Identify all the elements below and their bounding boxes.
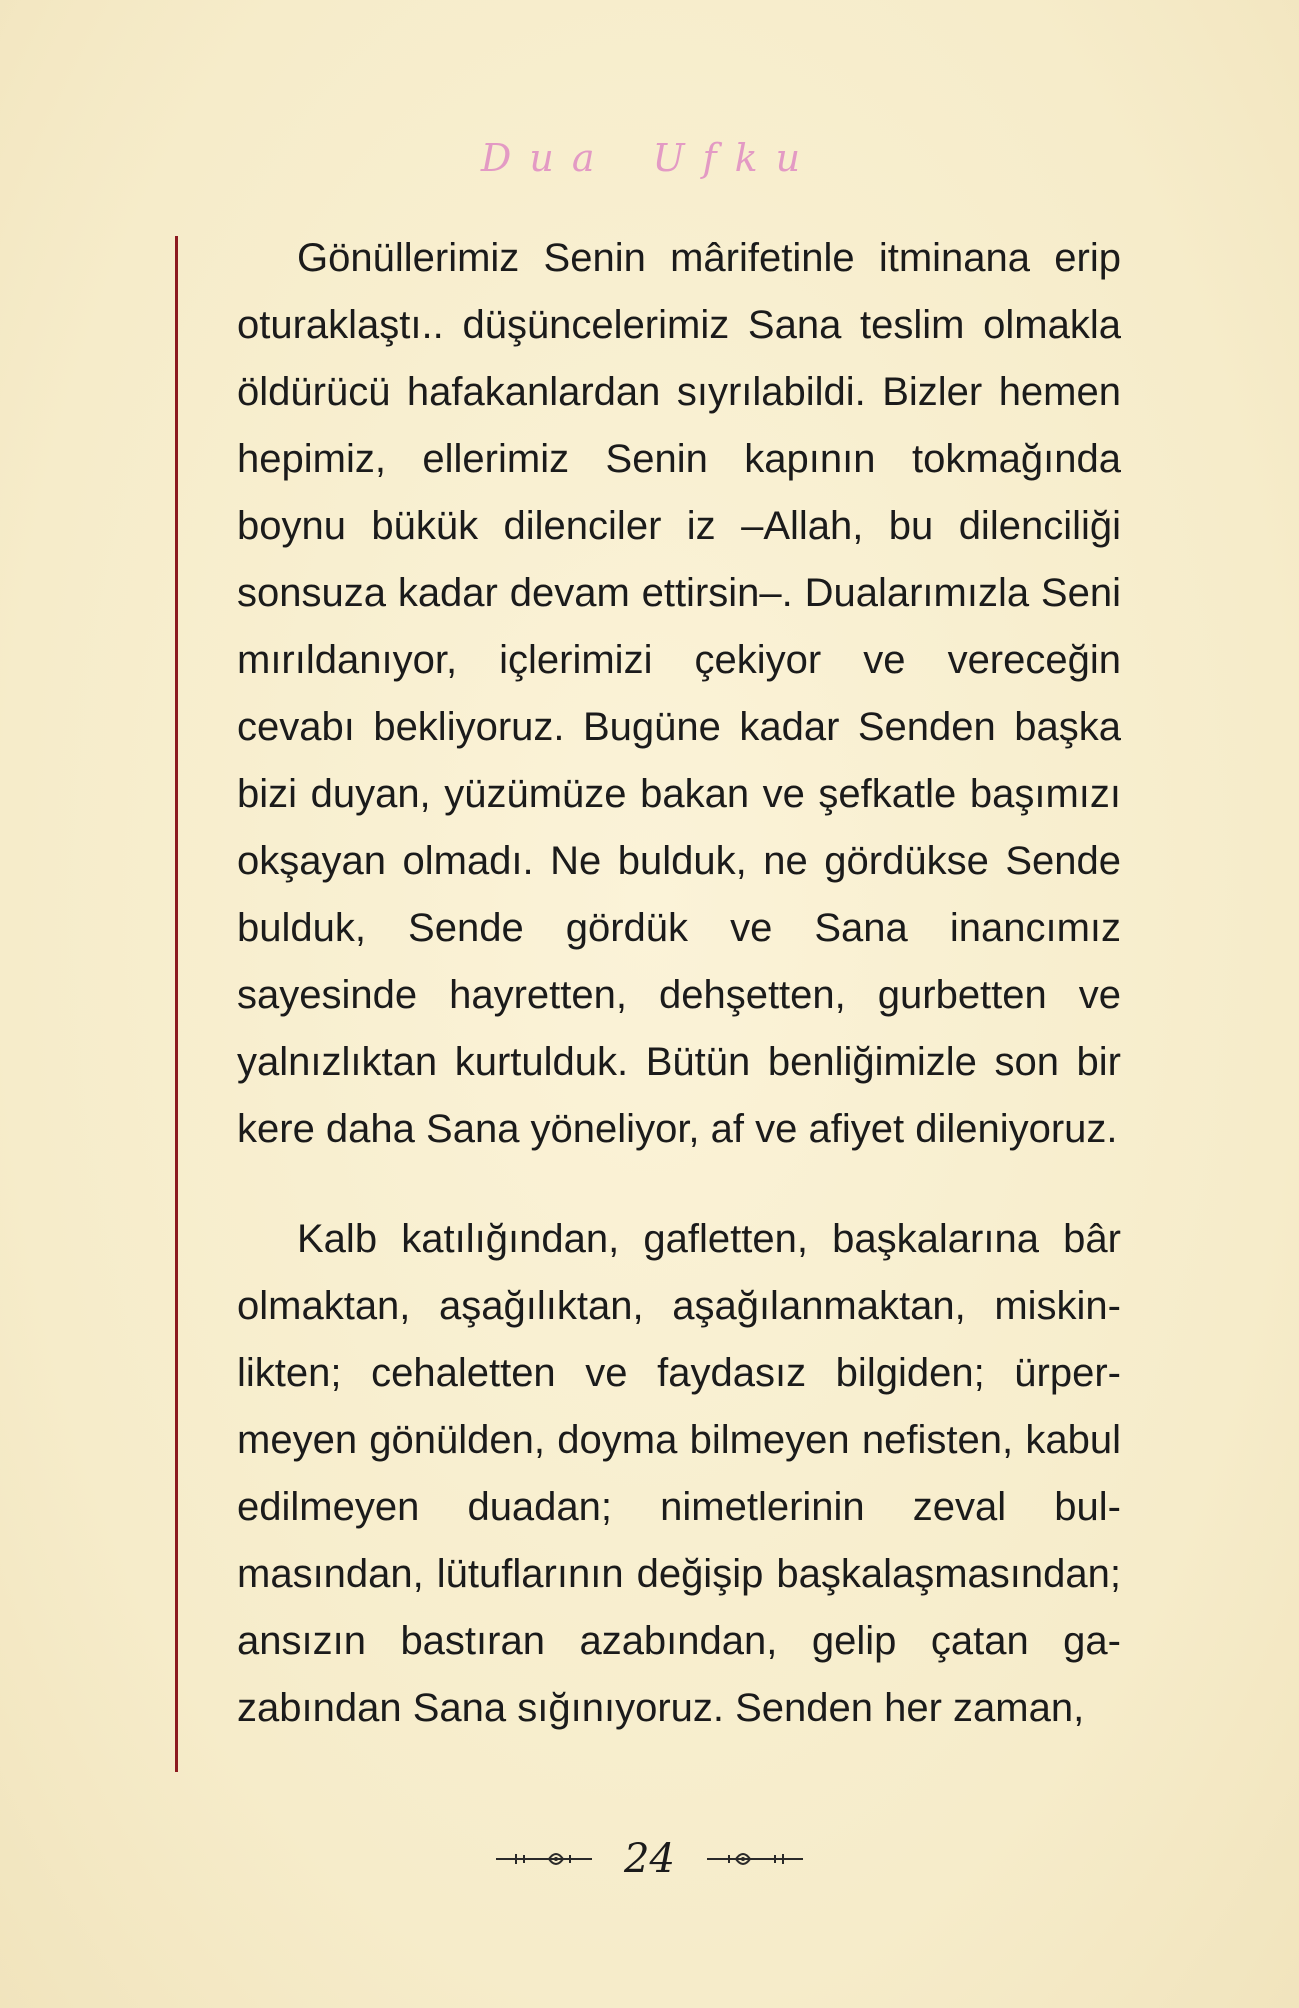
folio-ornament-right-icon (705, 1847, 805, 1871)
paragraph-1: Gönüllerimiz Senin mârifetinle itminana erip oturaklaştı.. düşüncelerimiz Sana teslim olmakla öldürücü hafakanlardan sıyrılabildi. Bizler hemen hepimiz, ellerimiz Senin kapının tokmağında boynu bükük dilenciler iz –Allah, bu dilenciliği sonsuza kadar devam ettirsin–. Dualarımızla Seni mırıldanıyor, içlerimizi çekiyor ve vereceğin cevabı bekliyoruz. Bugüne kadar Senden başka bizi duyan, yüzümüze bakan ve şefkatle başımızı okşayan olmadı. Ne bulduk, ne gördükse Sende bulduk, Sende gördük ve Sana inancımız sayesinde hayretten, dehşetten, gurbetten ve yalnızlıktan kurtulduk. Bütün benliğimizle son bir kere daha Sana yöneliyor, af ve afiyet dileniyoruz. (237, 236, 1121, 1151)
folio-ornament-left-icon (494, 1847, 594, 1871)
page-number: 24 (624, 1836, 675, 1882)
running-head (0, 136, 1299, 180)
body-text (237, 225, 1121, 1742)
margin-rule (175, 236, 178, 1772)
paragraph-2: Kalb katılığından, gafletten, başkalarına bâr olmaktan, aşağılıktan, aşağılanmaktan, miskinlikten; cehaletten ve faydasız bilgiden; ürpermeyen gönülden, doyma bilmeyen nefisten, kabul edilmeyen duadan; nimetlerinin zeval bulmasından, lütuflarının değişip başkalaşmasından; ansızın bastıran azabından, gelip çatan gazabından Sana sığınıyoruz. Senden her zaman, (237, 1217, 1121, 1730)
running-head-word-2: Ufku (652, 136, 819, 180)
folio (0, 1836, 1299, 1882)
running-head-word-1: Dua (480, 136, 613, 180)
